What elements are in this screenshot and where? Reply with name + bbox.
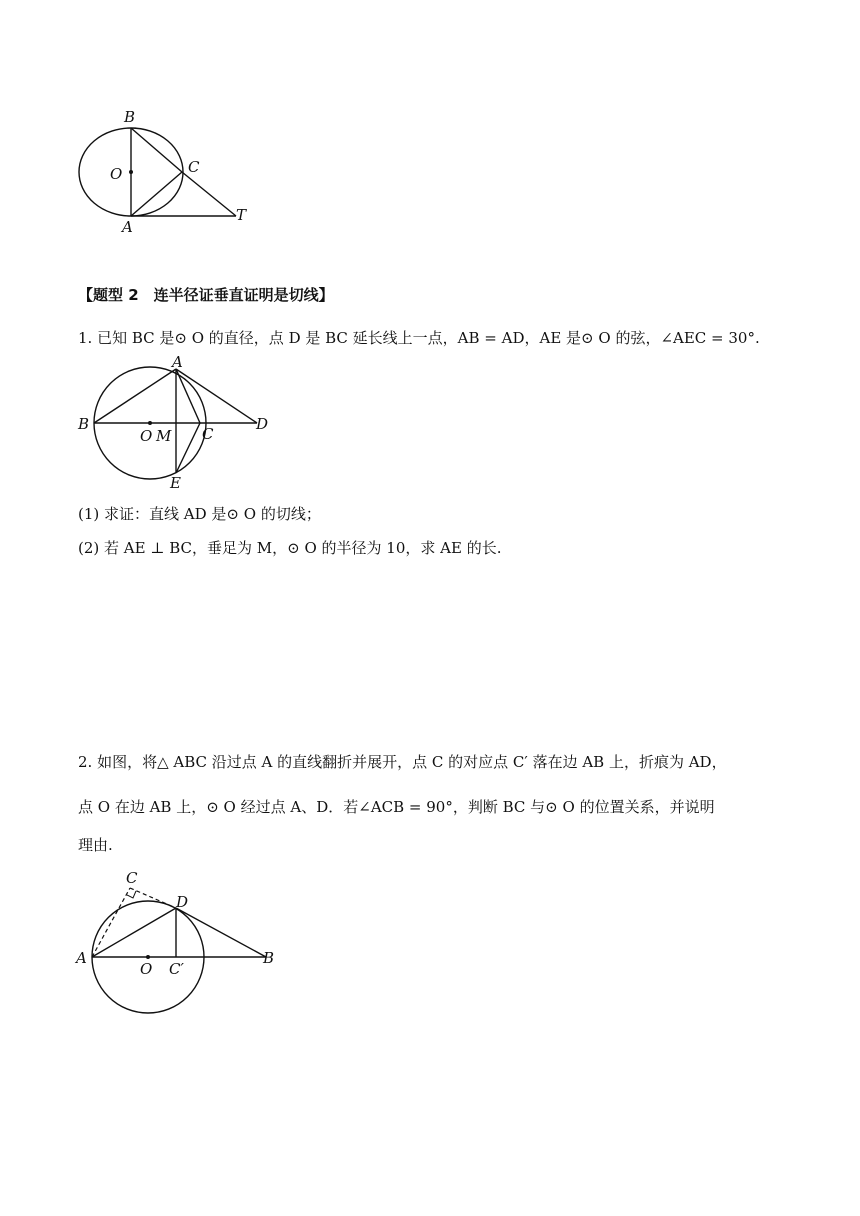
section-heading: 【题型 2 连半径证垂直证明是切线】 [78,286,334,304]
label-a: A [76,949,87,967]
label-c: C [188,158,200,176]
label-t: T [236,206,247,224]
dashed-cd [130,888,176,908]
label-b: B [124,108,136,126]
q1-part2: (2) 若 AE ⊥ BC，垂足为 M，⊙ O 的半径为 10，求 AE 的长. [78,539,502,557]
segment-db [176,908,266,957]
q2-line3: 理由. [78,836,113,854]
label-o: O [140,960,153,978]
segment-ab [94,369,176,423]
segment-ec [176,423,200,473]
center-point [129,170,133,174]
segment-bt [182,172,236,216]
segment-ad [92,908,176,957]
label-a: A [122,218,133,236]
label-b: B [263,949,275,967]
label-d: D [256,415,269,433]
label-c-prime: C′ [169,960,184,978]
q1-part1: (1) 求证：直线 AD 是⊙ O 的切线； [78,505,321,523]
label-b: B [78,415,90,433]
segment-ac [131,172,182,216]
right-angle-mark [127,891,136,898]
q2-line2: 点 O 在边 AB 上，⊙ O 经过点 A、D．若∠ACB = 90°，判断 BC 与⊙ O 的位置关系，并说明 [78,798,715,816]
center-point [148,421,152,425]
label-a: A [172,353,183,371]
label-o: O [140,427,153,445]
q2-figure [70,865,290,1025]
label-c: C [126,869,138,887]
q1-stem: 1. 已知 BC 是⊙ O 的直径，点 D 是 BC 延长线上一点，AB = AD，AE 是⊙ O 的弦，∠AEC = 30°. [78,329,760,347]
center-point [146,955,150,959]
label-e: E [170,474,181,492]
label-m: M [156,427,172,445]
q2-line1: 2. 如图，将△ ABC 沿过点 A 的直线翻折并展开，点 C 的对应点 C′ 落在边 AB 上，折痕为 AD， [78,753,727,771]
label-d: D [176,893,189,911]
figure-circle-tangent-t [60,100,280,250]
label-o: O [110,165,123,183]
segment-bc [131,128,182,172]
label-c: C [202,425,214,443]
q1-figure [70,355,290,495]
